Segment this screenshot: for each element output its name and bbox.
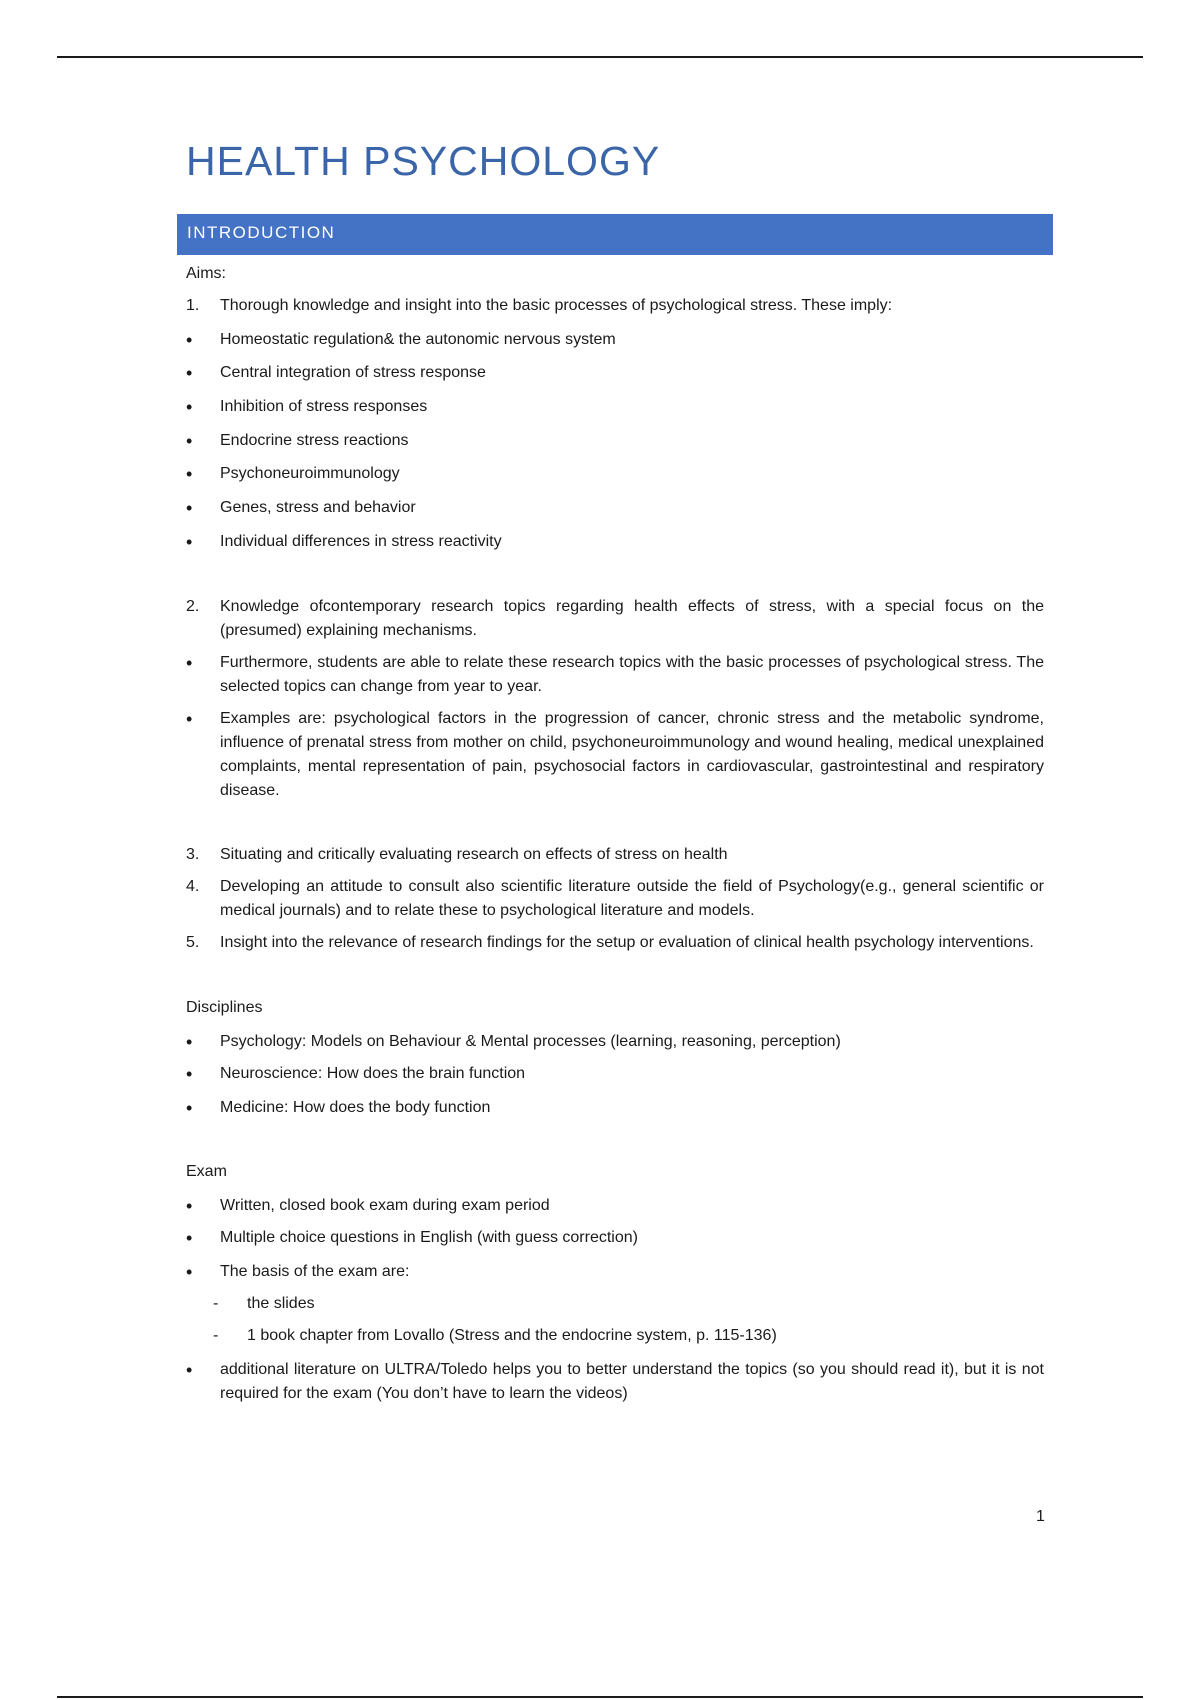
aims-item-1 — [186, 294, 1044, 318]
list-item: • The basis of the exam are: — [186, 1262, 410, 1282]
list-item: • Central integration of stress response — [186, 363, 486, 383]
list-item: • Furthermore, students are able to relate these research topics with the basic processes of psychological stress. The selected topics can change from year to year. — [186, 653, 1044, 695]
aims-item-3: 3. Situating and critically evaluating research on effects of stress on health — [186, 843, 1044, 867]
aims-item-text: Thorough knowledge and insight into the basic processes of psychological stress. These imply: — [220, 297, 893, 314]
bullet-icon: • — [186, 397, 193, 417]
list-item: • Examples are: psychological factors in the progression of cancer, chronic stress and the metabolic syndrome, influence of prenatal stress from mother on child, psychoneuroimmunology and wound healing, medical unexplained complaints, mental representation of pain, psychosocial factors in cardiovascular, gastrointestinal and respiratory disease. — [186, 709, 1044, 799]
section-heading-introduction: INTRODUCTION — [177, 214, 1053, 255]
document-body — [186, 262, 1044, 1406]
aims-item-5: 5. Insight into the relevance of research findings for the setup or evaluation of clinical health psychology interventions. — [186, 931, 1044, 955]
bullet-icon: • — [186, 1228, 193, 1248]
bullet-icon: • — [186, 1360, 193, 1380]
list-item: • Neuroscience: How does the brain function — [186, 1064, 526, 1084]
dash-icon: - — [213, 1327, 219, 1344]
list-number: 4. — [186, 878, 200, 895]
bullet-icon: • — [186, 653, 193, 673]
aims-item-4: 4. Developing an attitude to consult also scientific literature outside the field of Psychology(e.g., general scientific or medical journals) and to relate these to psychological literature and models. — [186, 875, 1044, 923]
list-item: • Medicine: How does the body function — [186, 1098, 491, 1118]
bullet-icon: • — [186, 498, 193, 518]
bullet-icon: • — [186, 431, 193, 451]
list-item: • Multiple choice questions in English (with guess correction) — [186, 1228, 638, 1248]
page-number: 1 — [1036, 1508, 1045, 1525]
bullet-icon: • — [186, 709, 193, 729]
list-number: 3. — [186, 846, 200, 863]
bullet-icon: • — [186, 363, 193, 383]
page-title: HEALTH PSYCHOLOGY — [186, 138, 661, 184]
list-item: • Homeostatic regulation& the autonomic nervous system — [186, 330, 616, 350]
list-item: • Psychoneuroimmunology — [186, 464, 400, 484]
sub-list-item: - 1 book chapter from Lovallo (Stress and the endocrine system, p. 115-136) — [186, 1324, 1044, 1348]
disciplines-label: Disciplines — [186, 999, 263, 1016]
bullet-icon: • — [186, 464, 193, 484]
bullet-icon: • — [186, 1262, 193, 1282]
list-item: • additional literature on ULTRA/Toledo helps you to better understand the topics (so you should read it), but it is not required for the exam (You don’t have to learn the videos) — [186, 1360, 1044, 1402]
list-item: • Written, closed book exam during exam period — [186, 1196, 550, 1216]
aims-label: Aims: — [186, 265, 226, 282]
list-number: 2. — [186, 598, 200, 615]
bullet-icon: • — [186, 1032, 193, 1052]
bullet-icon: • — [186, 330, 193, 350]
top-rule — [57, 56, 1143, 58]
bullet-icon: • — [186, 1098, 193, 1118]
bullet-icon: • — [186, 1064, 193, 1084]
list-number: 1. — [186, 297, 200, 314]
dash-icon: - — [213, 1295, 219, 1312]
list-number: 5. — [186, 934, 200, 951]
aims-item-2: 2. Knowledge ofcontemporary research topics regarding health effects of stress, with a special focus on the (presumed) explaining mechanisms. — [186, 595, 1044, 643]
list-item: • Endocrine stress reactions — [186, 431, 409, 451]
list-item: • Psychology: Models on Behaviour & Mental processes (learning, reasoning, perception) — [186, 1032, 841, 1052]
bottom-rule — [57, 1696, 1143, 1698]
bullet-icon: • — [186, 1196, 193, 1216]
sub-list-item: - the slides — [186, 1292, 1044, 1316]
list-item: • Genes, stress and behavior — [186, 498, 416, 518]
list-item: • Inhibition of stress responses — [186, 397, 428, 417]
list-item: • Individual differences in stress reactivity — [186, 532, 502, 552]
exam-label: Exam — [186, 1163, 227, 1180]
bullet-icon: • — [186, 532, 193, 552]
